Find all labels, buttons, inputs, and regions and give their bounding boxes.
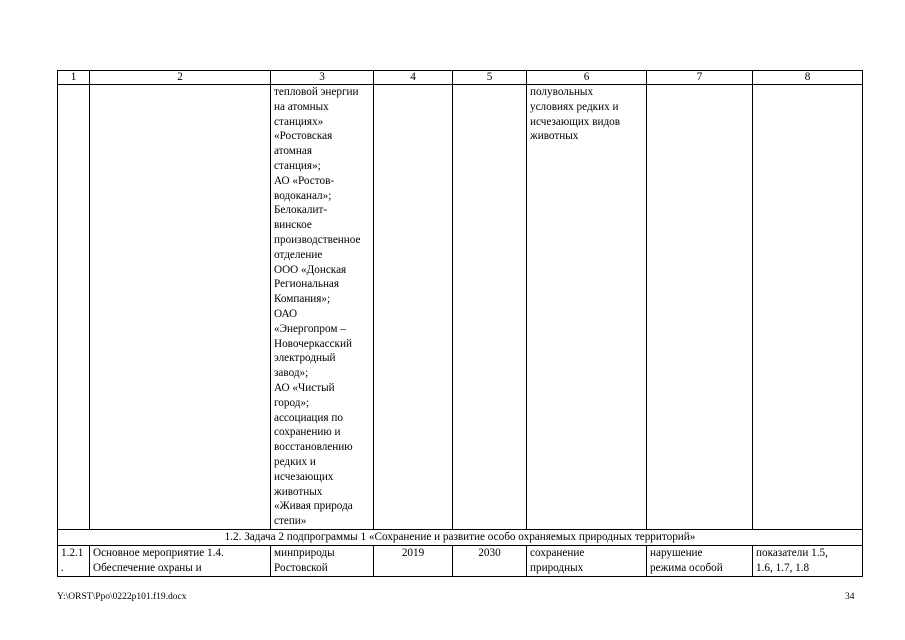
column-number-2: 2 (90, 71, 271, 85)
table-header-row (58, 71, 863, 85)
cell-measure: Основное мероприятие 1.4. Обеспечение охраны и (90, 545, 271, 576)
column-number-1: 1 (58, 71, 90, 85)
cell-measure (90, 85, 271, 530)
cell-expected-result: полувольных условиях редких и исчезающих видов животных (527, 85, 647, 530)
column-number-6: 6 (527, 71, 647, 85)
page-number: 34 (845, 592, 855, 602)
table-row-1-2-1 (58, 545, 863, 576)
cell-start-year (374, 85, 453, 530)
cell-consequences: нарушение режима особой (647, 545, 753, 576)
column-number-3: 3 (271, 71, 374, 85)
footer-file-path: Y:\ORST\Ppo\0222p101.f19.docx (57, 592, 187, 602)
column-number-8: 8 (753, 71, 863, 85)
cell-executor: тепловой энергии на атомных станциях» «Ростовская атомная станция»; АО «Ростов- водоканал»; Белокалит- винское производственное отделение ООО «Донская Региональная Компания»; ОАО «Энергопром – Новочеркасский электродный завод»; АО «Чистый город»; ассоциация по сохранению и восстановлению редких и исчезающих животных «Живая природа степи» (271, 85, 374, 530)
cell-consequences (647, 85, 753, 530)
section-title: 1.2. Задача 2 подпрограммы 1 «Сохранение и развитие особо охраняемых природных территорий» (58, 529, 863, 545)
document-table (57, 70, 863, 577)
cell-end-year (453, 85, 527, 530)
cell-indicators: показатели 1.5, 1.6, 1.7, 1.8 (753, 545, 863, 576)
cell-number: 1.2.1. (58, 545, 90, 576)
cell-indicators (753, 85, 863, 530)
cell-expected-result: сохранение природных (527, 545, 647, 576)
table-row-continuation (58, 85, 863, 530)
column-number-4: 4 (374, 71, 453, 85)
column-number-7: 7 (647, 71, 753, 85)
cell-end-year: 2030 (453, 545, 527, 576)
table-section-row (58, 529, 863, 545)
cell-start-year: 2019 (374, 545, 453, 576)
column-number-5: 5 (453, 71, 527, 85)
cell-number (58, 85, 90, 530)
cell-executor: минприроды Ростовской (271, 545, 374, 576)
